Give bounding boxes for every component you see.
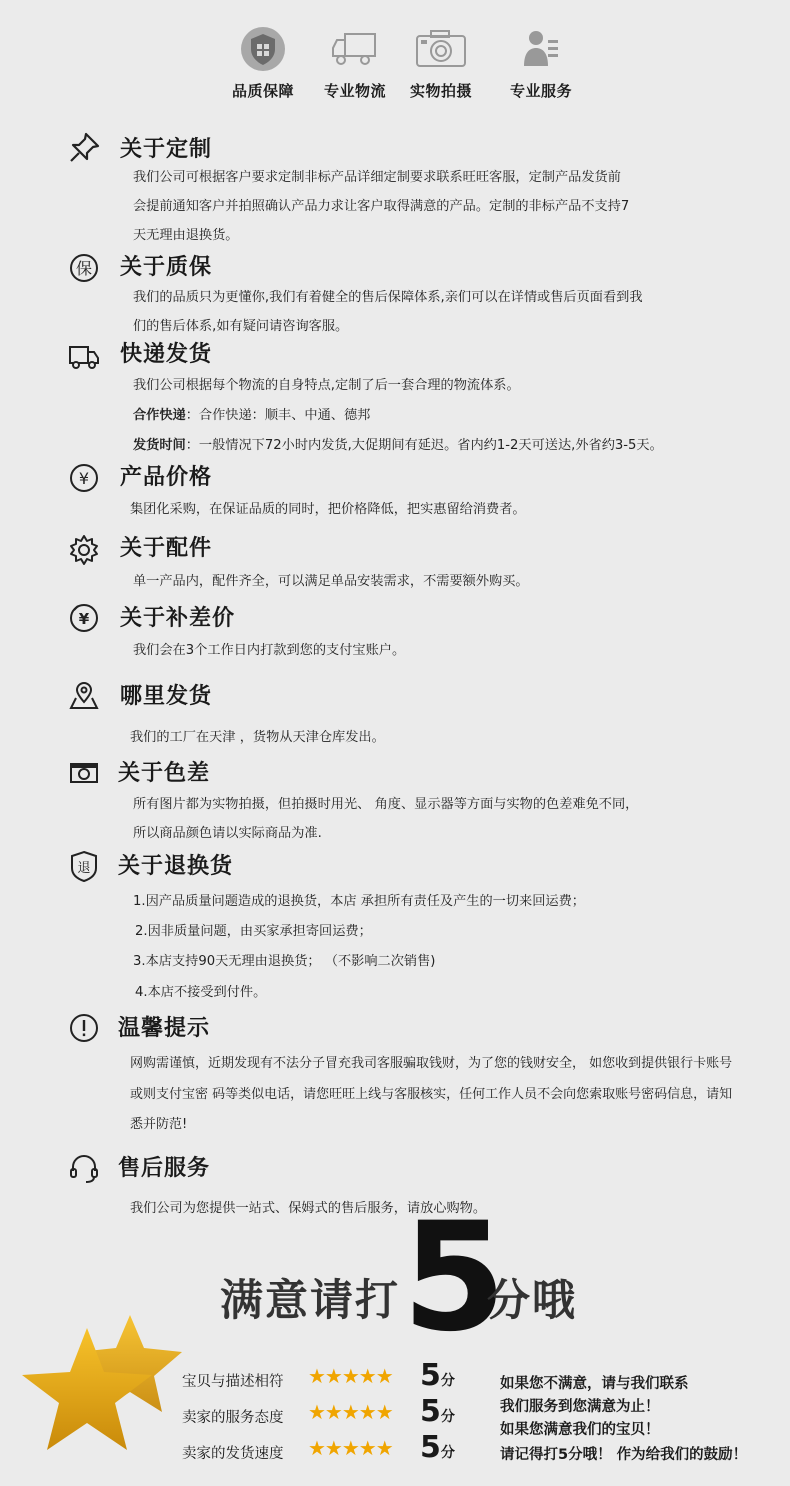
- star-rating-icon: ★★★★★: [308, 1364, 393, 1388]
- service-person-icon: [518, 26, 564, 72]
- svg-text:¥: ¥: [78, 469, 90, 488]
- courier-line: [133, 404, 370, 423]
- section-text: 我们公司可根据客户要求定制非标产品详细定制要求联系旺旺客服，定制产品发货前: [133, 170, 621, 185]
- location-icon: [66, 678, 102, 714]
- decorative-gold-stars: [22, 1310, 197, 1475]
- feature-label: 实物拍摄: [409, 82, 472, 100]
- feature-icons-row: [0, 0, 790, 110]
- section-text: 网购需谨慎，近期发现有不法分子冒充我司客服骗取钱财，为了您的钱财安全， 如您收到提供银行卡账号: [130, 1056, 733, 1071]
- rating-score: 5分: [420, 1358, 455, 1393]
- slogan-right: 分哦: [487, 1276, 577, 1326]
- truck-icon: [329, 26, 381, 72]
- section-text: 我们的工厂在天津 ，货物从天津仓库发出。: [130, 730, 385, 745]
- section-title: 关于色差: [118, 761, 211, 786]
- section-text: 3.本店支持90天无理由退换货； （不影响二次销售): [133, 954, 436, 969]
- section-text: 我们的品质只为更懂你,我们有着健全的售后保障体系,亲们可以在详情或售后页面看到我: [133, 290, 643, 305]
- section-text: 我们会在3个工作日内打款到您的支付宝账户。: [133, 643, 406, 658]
- return-badge-icon: [66, 848, 102, 884]
- rating-label: 宝贝与描述相符: [182, 1374, 284, 1390]
- section-title: 产品价格: [120, 465, 213, 490]
- courier-label: 合作快递: [133, 408, 186, 423]
- svg-text:¥: ¥: [78, 610, 90, 628]
- shipping-time-label: 发货时间: [133, 438, 186, 453]
- contact-note: 我们服务到您满意为止！: [500, 1399, 660, 1415]
- camera-icon: [66, 754, 102, 790]
- svg-text:保: 保: [75, 259, 93, 278]
- truck-icon: [66, 338, 102, 374]
- section-text: 单一产品内，配件齐全，可以满足单品安装需求，不需要额外购买。: [133, 574, 529, 589]
- shipping-time-line: [133, 434, 663, 453]
- feature-quality: [218, 26, 308, 101]
- rating-label: 卖家的发货速度: [182, 1446, 284, 1462]
- section-title: 关于定制: [120, 137, 213, 162]
- section-title: 售后服务: [118, 1156, 211, 1181]
- yen-icon: [66, 460, 102, 496]
- section-title: 关于退换货: [118, 854, 234, 879]
- headset-icon: [66, 1150, 102, 1186]
- shield-icon: [240, 26, 286, 72]
- feature-label: 专业服务: [509, 82, 572, 100]
- feature-photo: [396, 26, 486, 101]
- camera-icon: [413, 26, 469, 72]
- gear-icon: [66, 532, 102, 568]
- section-text: 1.因产品质量问题造成的退换货，本店 承担所有责任及产生的一切来回运费；: [133, 894, 585, 909]
- slogan-left: 满意请打: [220, 1276, 400, 1326]
- svg-text:退: 退: [77, 861, 91, 876]
- slogan-five: 5: [402, 1191, 507, 1365]
- section-text: 集团化采购，在保证品质的同时，把价格降低，把实惠留给消费者。: [130, 502, 526, 517]
- rating-score: 5分: [420, 1430, 455, 1465]
- section-text: 会提前通知客户并拍照确认产品力求让客户取得满意的产品。定制的非标产品不支持7: [133, 199, 630, 214]
- section-text: 所有图片都为实物拍摄，但拍摄时用光、 角度、显示器等方面与实物的色差难免不同，: [133, 797, 639, 812]
- feature-logistics: [310, 26, 400, 101]
- star-rating-icon: ★★★★★: [308, 1436, 393, 1460]
- contact-note: 如果您不满意，请与我们联系: [500, 1376, 689, 1392]
- courier-text: ：合作快递：顺丰、中通、德邦: [185, 408, 371, 423]
- section-title: 关于质保: [120, 255, 213, 280]
- section-title: 关于配件: [120, 536, 213, 561]
- feature-service: [496, 26, 586, 101]
- guarantee-icon: [66, 250, 102, 286]
- section-text: 2.因非质量问题，由买家承担寄回运费；: [135, 924, 372, 939]
- rating-label: 卖家的服务态度: [182, 1410, 284, 1426]
- exclamation-icon: [66, 1010, 102, 1046]
- section-title: 哪里发货: [120, 684, 213, 709]
- section-text: 所以商品颜色请以实际商品为准.: [133, 826, 322, 841]
- pin-icon: [66, 130, 102, 166]
- section-text: 悉并防范!: [130, 1117, 188, 1132]
- section-text: 4.本店不接受到付件。: [135, 985, 267, 1000]
- rating-score: 5分: [420, 1394, 455, 1429]
- star-rating-icon: ★★★★★: [308, 1400, 393, 1424]
- section-text: 我们公司为您提供一站式、保姆式的售后服务，请放心购物。: [130, 1201, 487, 1216]
- feature-label: 品质保障: [231, 82, 294, 100]
- section-text: 我们公司根据每个物流的自身特点,定制了后一套合理的物流体系。: [133, 378, 520, 393]
- section-text: 们的售后体系,如有疑问请咨询客服。: [133, 319, 349, 334]
- contact-note: 请记得打5分哦！ 作为给我们的鼓励！: [500, 1447, 748, 1463]
- section-title: 关于补差价: [120, 606, 236, 631]
- section-text: 或则支付宝密 码等类似电话，请您旺旺上线与客服核实，任何工作人员不会向您索取账号密码信息，请知: [130, 1087, 733, 1102]
- section-title: 快递发货: [120, 342, 213, 367]
- section-text: 天无理由退换货。: [133, 228, 239, 243]
- contact-note: 如果您满意我们的宝贝！: [500, 1422, 660, 1438]
- yen-exchange-icon: [66, 600, 102, 636]
- shipping-time-text: ：一般情况下72小时内发货,大促期间有延迟。省内约1-2天可送达,外省约3-5天。: [185, 438, 663, 453]
- section-title: 温馨提示: [118, 1016, 211, 1041]
- feature-label: 专业物流: [323, 82, 386, 100]
